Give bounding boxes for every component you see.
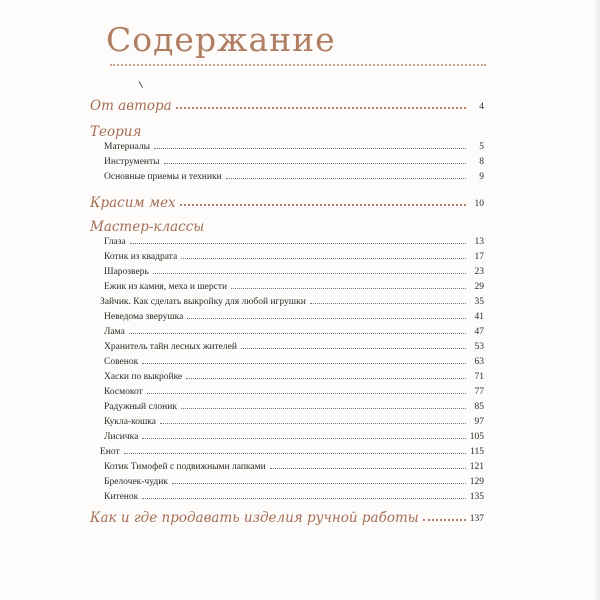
toc-page-number: 23 — [474, 267, 484, 277]
toc-page-number: 35 — [474, 297, 484, 307]
toc-entry[interactable] — [104, 414, 484, 427]
toc-entry-label: Хранитель тайн лесных жителей — [104, 342, 237, 352]
toc-entry-label: Совенок — [104, 357, 139, 367]
toc-entry-label: Радужный слоник — [104, 402, 177, 412]
dot-leader — [142, 498, 466, 499]
dot-leader — [241, 348, 466, 349]
toc-entry[interactable] — [104, 249, 484, 262]
dot-leader — [129, 333, 466, 334]
toc-entry[interactable] — [104, 324, 484, 337]
toc-section-label: Как и где продавать изделия ручной работы — [90, 510, 419, 526]
toc-entry[interactable] — [104, 354, 484, 367]
page-edge-shadow — [594, 0, 600, 600]
toc-page-number: 4 — [479, 102, 484, 112]
dot-leader — [153, 273, 466, 274]
toc-section-theory[interactable] — [90, 120, 484, 140]
toc-entry[interactable] — [104, 459, 484, 472]
toc-entry[interactable] — [104, 264, 484, 277]
toc-entry[interactable] — [104, 309, 484, 322]
toc-entry[interactable] — [104, 369, 484, 382]
toc-page-number: 8 — [479, 157, 484, 167]
dot-leader — [310, 303, 466, 304]
toc-page-number: 85 — [474, 402, 484, 412]
toc-entry[interactable] — [104, 339, 484, 352]
dot-leader — [154, 148, 466, 149]
toc-page-number: 71 — [474, 372, 484, 382]
toc-page-number: 129 — [469, 477, 484, 487]
toc-entry[interactable] — [104, 169, 484, 182]
toc-page-number: 63 — [474, 357, 484, 367]
toc-page-number: 97 — [474, 417, 484, 427]
toc-entry[interactable] — [104, 234, 484, 247]
toc-entry-label: Брелочек-чудик — [104, 477, 168, 487]
toc-section-about-author[interactable] — [90, 94, 484, 114]
toc-entry-label: Космокот — [104, 387, 143, 397]
toc-page-number: 105 — [469, 432, 484, 442]
toc-page-number: 115 — [470, 447, 484, 457]
toc-entry-label: Котик из квадрата — [104, 252, 178, 262]
toc-entry[interactable] — [100, 294, 484, 307]
toc-entry-label: Китенок — [104, 492, 139, 502]
toc-entry[interactable] — [104, 384, 484, 397]
dot-leader — [172, 483, 466, 484]
dot-leader — [147, 393, 466, 394]
toc-page-number: 29 — [474, 282, 484, 292]
dot-leader — [231, 288, 466, 289]
dot-leader — [181, 408, 466, 409]
title-dotted-rule — [110, 64, 486, 66]
dot-leader — [160, 423, 466, 424]
dot-leader — [124, 453, 466, 454]
toc-page-number: 135 — [469, 492, 484, 502]
toc-entry[interactable] — [104, 489, 484, 502]
toc-entry-label: Кукла-кошка — [104, 417, 156, 427]
toc-entry[interactable] — [104, 429, 484, 442]
stray-pen-mark — [139, 79, 147, 88]
toc-section-label: От автора — [90, 98, 172, 114]
toc-entry-label: Инструменты — [104, 157, 160, 167]
toc-entry-label: Ежик из камня, меха и шерсти — [104, 282, 228, 292]
dot-leader — [226, 178, 466, 179]
dot-leader — [423, 519, 466, 521]
toc-page-number: 47 — [474, 327, 484, 337]
dot-leader — [142, 438, 465, 439]
toc-section-master-classes[interactable] — [90, 215, 484, 235]
toc-entry[interactable] — [104, 154, 484, 167]
toc-entry[interactable] — [104, 279, 484, 292]
toc-entry-label: Неведома зверушка — [104, 312, 184, 322]
toc-section-dyeing[interactable] — [90, 191, 484, 211]
dot-leader — [176, 107, 466, 109]
toc-entry-label: Основные приемы и техники — [104, 172, 222, 182]
toc-entry-label: Лисичка — [104, 432, 139, 442]
dot-leader — [142, 363, 466, 364]
toc-page-number: 13 — [474, 237, 484, 247]
toc-page-number: 53 — [474, 342, 484, 352]
toc-section-label: Мастер-классы — [90, 219, 205, 235]
dot-leader — [180, 204, 466, 206]
dot-leader — [181, 258, 466, 259]
toc-entry-label: Шарозверь — [104, 267, 149, 277]
toc-page-number: 10 — [474, 199, 484, 209]
dot-leader — [130, 243, 466, 244]
toc-section-label: Красим мех — [90, 195, 176, 211]
toc-section-label: Теория — [90, 124, 142, 140]
toc-entry-label: Енот — [100, 447, 120, 457]
toc-entry-label: Материалы — [104, 142, 151, 152]
toc-page-number: 121 — [469, 462, 484, 472]
toc-page-number: 9 — [479, 172, 484, 182]
toc-page-number: 41 — [474, 312, 484, 322]
toc-entry-label: Лама — [104, 327, 125, 337]
toc-page-number: 77 — [474, 387, 484, 397]
dot-leader — [164, 163, 466, 164]
toc-section-selling[interactable] — [90, 506, 484, 526]
toc-entry[interactable] — [104, 139, 484, 152]
toc-entry-label: Глаза — [104, 237, 126, 247]
toc-page-number: 17 — [474, 252, 484, 262]
page-title: Содержание — [106, 20, 336, 59]
toc-entry[interactable] — [104, 474, 484, 487]
toc-entry-label: Хаски по выкройке — [104, 372, 183, 382]
toc-entry-label: Котик Тимофей с подвижными лапками — [104, 462, 266, 472]
toc-entry-label: Зайчик. Как сделать выкройку для любой игрушки — [100, 297, 306, 307]
dot-leader — [270, 468, 466, 469]
toc-entry[interactable] — [100, 444, 484, 457]
toc-entry[interactable] — [104, 399, 484, 412]
toc-page-number: 137 — [469, 514, 484, 524]
toc-page-number: 5 — [479, 142, 484, 152]
dot-leader — [187, 318, 466, 319]
dot-leader — [186, 378, 466, 379]
